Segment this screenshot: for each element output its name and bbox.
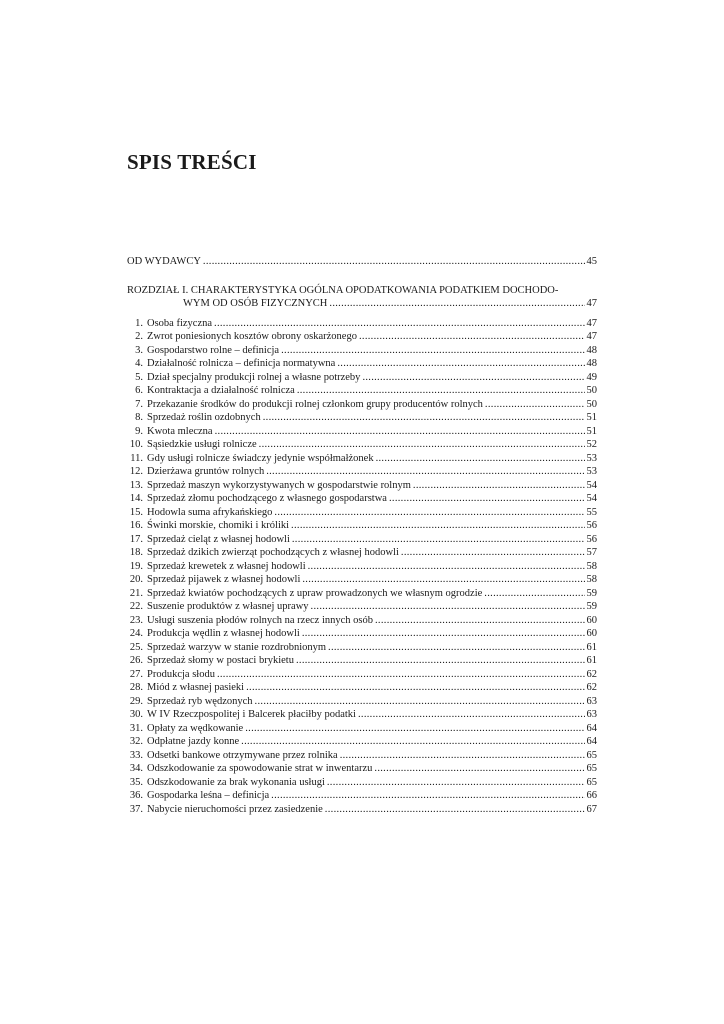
toc-page-number: 48: [586, 344, 597, 356]
toc-entry[interactable]: [127, 803, 597, 817]
leader-dots: [325, 803, 585, 817]
leader-dots: [266, 465, 584, 479]
toc-entry-label: Miód z własnej pasieki: [147, 682, 245, 693]
leader-dots: [359, 330, 585, 344]
leader-dots: [217, 668, 585, 682]
toc-page-number: 56: [586, 520, 597, 531]
toc-entry[interactable]: [127, 641, 597, 655]
toc-entry[interactable]: [127, 587, 597, 601]
leader-dots: [389, 492, 585, 506]
toc-entry[interactable]: [127, 317, 597, 331]
toc-entry-label: Gdy usługi rolnicze świadczy jedynie współmałżonek: [147, 452, 374, 464]
toc-page-number: 56: [586, 533, 597, 545]
toc-page-number: 51: [586, 412, 597, 423]
toc-page-number: 61: [586, 641, 597, 653]
leader-dots: [337, 357, 584, 371]
leader-dots: [214, 317, 584, 331]
leader-dots: [302, 573, 584, 587]
toc-page-number: 47: [586, 298, 597, 309]
toc-entry-number: 34.: [129, 763, 143, 774]
toc-page-number: 66: [586, 790, 597, 801]
toc-page-number: 65: [586, 776, 597, 788]
leader-dots: [362, 371, 584, 385]
toc-entry-number: 25.: [129, 641, 143, 653]
leader-dots: [259, 438, 585, 452]
toc-page-number: 49: [586, 371, 597, 383]
toc-entry-label: Osoba fizyczna: [147, 317, 213, 329]
toc-entry[interactable]: [127, 749, 597, 763]
toc-entry-label: Zwrot poniesionych kosztów obrony oskarżonego: [147, 331, 357, 342]
toc-entry-label: W IV Rzeczpospolitej i Balcerek płaciłby podatki: [147, 709, 356, 720]
leader-dots: [291, 519, 584, 533]
toc-entry-number: 7.: [135, 398, 143, 410]
leader-dots: [376, 452, 585, 466]
toc-entry-label: Kontraktacja a działalność rolnicza: [147, 385, 295, 396]
toc-entry[interactable]: [127, 735, 597, 749]
toc-entry-number: 22.: [129, 601, 143, 612]
toc-page-number: 60: [586, 614, 597, 626]
leader-dots: [281, 344, 584, 358]
toc-chapter-heading[interactable]: [127, 284, 597, 311]
toc-page-number: 59: [586, 587, 597, 599]
toc-entry-label: Odszkodowanie za brak wykonania usługi: [147, 776, 325, 788]
leader-dots: [329, 297, 584, 311]
toc-entry[interactable]: [127, 627, 597, 641]
toc-page-number: 50: [586, 398, 597, 410]
toc-page-number: 52: [586, 439, 597, 450]
toc-entry-number: 14.: [129, 493, 143, 504]
toc-page-number: 60: [586, 628, 597, 639]
toc-entry-number: 30.: [129, 709, 143, 720]
leader-dots: [358, 708, 585, 722]
toc-entry[interactable]: [127, 344, 597, 358]
toc-entry-label: Usługi suszenia płodów rolnych na rzecz innych osób: [147, 614, 373, 626]
toc-page-number: 63: [586, 709, 597, 720]
leader-dots: [375, 614, 585, 628]
toc-page-number: 51: [586, 425, 597, 437]
toc-entry-number: 26.: [129, 655, 143, 666]
toc-entry[interactable]: [127, 789, 597, 803]
toc-entry-label: Sprzedaż złomu pochodzącego z własnego gospodarstwa: [147, 493, 387, 504]
toc-entry[interactable]: [127, 506, 597, 520]
toc-entry-label: Produkcja wędlin z własnej hodowli: [147, 628, 300, 639]
toc-entry-number: 21.: [129, 587, 143, 599]
toc-entry-number: 27.: [129, 668, 143, 680]
toc-entry-label: Odpłatne jazdy konne: [147, 736, 240, 747]
toc-page-number: 47: [586, 317, 597, 329]
toc-entry-label: Sprzedaż krewetek z własnej hodowli: [147, 560, 306, 572]
toc-entry-number: 32.: [129, 736, 143, 747]
toc-entry-number: 11.: [130, 452, 143, 464]
toc-entry-label: Kwota mleczna: [147, 425, 213, 437]
toc-entry-label: Sprzedaż dzikich zwierząt pochodzących z własnej hodowli: [147, 547, 399, 558]
toc-entry-number: 9.: [135, 425, 143, 437]
toc-page-number: 65: [586, 763, 597, 774]
toc-page-number: 53: [586, 452, 597, 464]
toc-entry-number: 37.: [129, 803, 143, 815]
toc-entry-number: 20.: [129, 574, 143, 585]
toc-entry-number: 2.: [135, 331, 143, 342]
toc-entry-label: Dział specjalny produkcji rolnej a własne potrzeby: [147, 371, 361, 383]
toc-entry[interactable]: [127, 708, 597, 722]
toc-entry-label: Sprzedaż kwiatów pochodzących z upraw prowadzonych we własnym ogrodzie: [147, 587, 483, 599]
toc-entry-number: 33.: [129, 749, 143, 761]
toc-entry-label: Sprzedaż pijawek z własnej hodowli: [147, 574, 301, 585]
toc-page-number: 53: [586, 466, 597, 477]
toc-page-number: 45: [586, 256, 597, 267]
toc-entry-number: 36.: [129, 790, 143, 801]
toc-entry-label: Opłaty za wędkowanie: [147, 722, 244, 734]
leader-dots: [374, 762, 584, 776]
toc-entry-label: Przekazanie środków do produkcji rolnej członkom grupy producentów rolnych: [147, 398, 483, 410]
toc-entry-number: 31.: [129, 722, 143, 734]
toc-entry-number: 6.: [135, 385, 143, 396]
leader-dots: [297, 384, 585, 398]
toc-entry[interactable]: [127, 371, 597, 385]
leader-dots: [485, 398, 585, 412]
leader-dots: [328, 641, 584, 655]
toc-entry[interactable]: [127, 573, 597, 587]
toc-page-number: 61: [586, 655, 597, 666]
toc-page-number: 54: [586, 479, 597, 491]
leader-dots: [401, 546, 585, 560]
toc-entry-number: 1.: [135, 317, 143, 329]
toc-entry-number: 15.: [129, 506, 143, 518]
toc-entry-label: Nabycie nieruchomości przez zasiedzenie: [147, 803, 323, 815]
leader-dots: [241, 735, 584, 749]
toc-entry-number: 17.: [129, 533, 143, 545]
toc-entry[interactable]: [127, 776, 597, 790]
leader-dots: [255, 695, 585, 709]
toc-entry-label: Suszenie produktów z własnej uprawy: [147, 601, 309, 612]
toc-entry-number: 29.: [129, 695, 143, 707]
toc-page-number: 58: [586, 574, 597, 585]
toc-entry-number: 19.: [129, 560, 143, 572]
toc-entry-number: 4.: [135, 358, 143, 369]
leader-dots: [215, 425, 585, 439]
toc-entry-number: 10.: [129, 439, 143, 450]
toc-entry[interactable]: [127, 560, 597, 574]
toc-entry-label: Sprzedaż maszyn wykorzystywanych w gospodarstwie rolnym: [147, 479, 411, 491]
toc-entry-label: Odsetki bankowe otrzymywane przez rolnika: [147, 749, 338, 761]
chapter-title-line2: WYM OD OSÓB FIZYCZNYCH: [183, 298, 328, 309]
leader-dots: [296, 654, 585, 668]
toc-page-number: 54: [586, 493, 597, 504]
toc-entry-label: Sprzedaż cieląt z własnej hodowli: [147, 533, 290, 545]
toc-entry[interactable]: [127, 425, 597, 439]
toc-entry[interactable]: [127, 546, 597, 560]
chapter-title-line1: ROZDZIAŁ I. CHARAKTERYSTYKA OGÓLNA OPODATKOWANIA PODATKIEM DOCHODO-: [127, 284, 559, 296]
toc-entry[interactable]: [127, 411, 597, 425]
toc-page-number: 65: [586, 749, 597, 761]
toc-entry-number: 23.: [129, 614, 143, 626]
toc-entry[interactable]: [127, 614, 597, 628]
toc-entry-label: Odszkodowanie za spowodowanie strat w inwentarzu: [147, 763, 373, 774]
table-of-contents: [127, 255, 597, 816]
toc-page-number: 58: [586, 560, 597, 572]
toc-entry[interactable]: [127, 668, 597, 682]
toc-page-number: 63: [586, 695, 597, 707]
toc-page-number: 57: [586, 547, 597, 558]
leader-dots: [274, 506, 584, 520]
toc-entry-number: 24.: [129, 628, 143, 639]
toc-page-number: 47: [586, 331, 597, 342]
leader-dots: [327, 776, 585, 790]
toc-entry-number: 18.: [129, 547, 143, 558]
toc-entry-number: 5.: [135, 371, 143, 383]
toc-entry[interactable]: [127, 465, 597, 479]
toc-entry-number: 8.: [135, 412, 143, 423]
toc-entry[interactable]: [127, 762, 597, 776]
leader-dots: [413, 479, 585, 493]
toc-page-number: 67: [586, 803, 597, 815]
toc-entry-label: Gospodarstwo rolne – definicja: [147, 344, 280, 356]
toc-entry[interactable]: [127, 722, 597, 736]
toc-page-number: 59: [586, 601, 597, 612]
toc-entry[interactable]: [127, 330, 597, 344]
toc-entry-number: 16.: [129, 520, 143, 531]
leader-dots: [340, 749, 585, 763]
toc-entry[interactable]: [127, 681, 597, 695]
toc-entry[interactable]: [127, 519, 597, 533]
toc-entry-number: 12.: [129, 466, 143, 477]
toc-page-number: 50: [586, 385, 597, 396]
toc-page-number: 62: [586, 682, 597, 693]
toc-page-number: 55: [586, 506, 597, 518]
toc-entry-label: OD WYDAWCY: [127, 256, 201, 267]
toc-entry-label: Hodowla suma afrykańskiego: [147, 506, 273, 518]
leader-dots: [308, 560, 585, 574]
toc-entry-number: 28.: [129, 682, 143, 693]
leader-dots: [311, 600, 585, 614]
page-title: SPIS TREŚCI: [127, 150, 257, 174]
toc-entry[interactable]: [127, 695, 597, 709]
toc-entry[interactable]: [127, 398, 597, 412]
leader-dots: [271, 789, 584, 803]
toc-front-matter[interactable]: [127, 255, 597, 269]
toc-entry[interactable]: [127, 600, 597, 614]
toc-entry[interactable]: [127, 492, 597, 506]
toc-entry[interactable]: [127, 533, 597, 547]
toc-page-number: 64: [586, 736, 597, 747]
toc-entry[interactable]: [127, 384, 597, 398]
toc-entry-label: Dzierżawa gruntów rolnych: [147, 466, 265, 477]
leader-dots: [302, 627, 585, 641]
leader-dots: [245, 722, 584, 736]
toc-page-number: 48: [586, 358, 597, 369]
toc-entry-number: 13.: [129, 479, 143, 491]
toc-entry-label: Sprzedaż warzyw w stanie rozdrobnionym: [147, 641, 327, 653]
leader-dots: [263, 411, 585, 425]
toc-entry[interactable]: [127, 357, 597, 371]
toc-entry-label: Produkcja słodu: [147, 668, 215, 680]
leader-dots: [484, 587, 584, 601]
leader-dots: [246, 681, 584, 695]
toc-entry-label: Sprzedaż słomy w postaci brykietu: [147, 655, 294, 666]
toc-entry[interactable]: [127, 654, 597, 668]
toc-entry-number: 35.: [129, 776, 143, 788]
toc-entry-label: Działalność rolnicza – definicja normatywna: [147, 358, 336, 369]
toc-entry-list: [127, 317, 597, 817]
toc-entry[interactable]: [127, 438, 597, 452]
leader-dots: [292, 533, 585, 547]
toc-entry[interactable]: [127, 479, 597, 493]
toc-entry-label: Gospodarka leśna – definicja: [147, 790, 270, 801]
toc-page-number: 64: [586, 722, 597, 734]
toc-entry-label: Sprzedaż ryb wędzonych: [147, 695, 253, 707]
toc-entry-label: Sprzedaż roślin ozdobnych: [147, 412, 261, 423]
toc-entry[interactable]: [127, 452, 597, 466]
toc-entry-label: Świnki morskie, chomiki i króliki: [147, 520, 290, 531]
leader-dots: [203, 255, 585, 269]
toc-page-number: 62: [586, 668, 597, 680]
toc-entry-number: 3.: [135, 344, 143, 356]
toc-entry-label: Sąsiedzkie usługi rolnicze: [147, 439, 257, 450]
